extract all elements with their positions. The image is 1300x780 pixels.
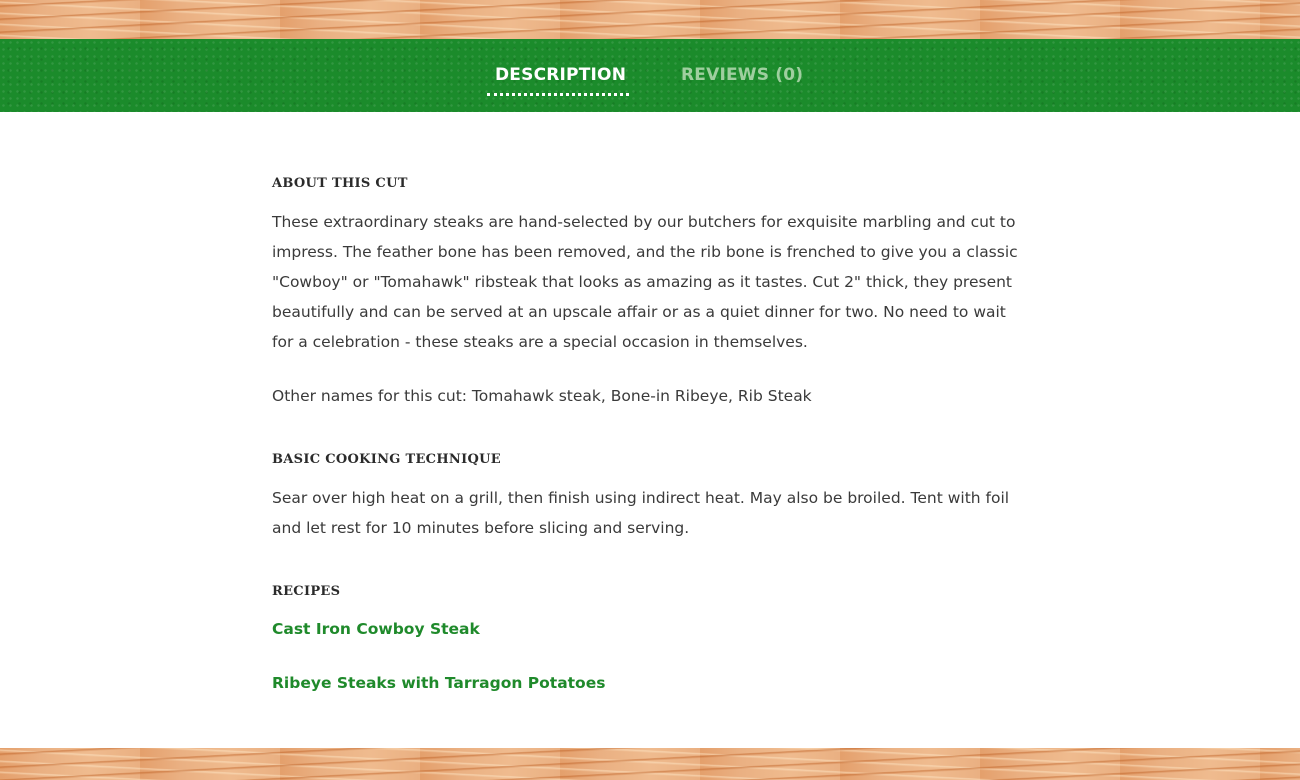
wood-banner-top	[0, 0, 1300, 39]
tab-description[interactable]: DESCRIPTION	[495, 65, 627, 85]
recipes-heading: RECIPES	[272, 584, 341, 599]
tab-reviews[interactable]: REVIEWS (0)	[681, 65, 804, 85]
about-paragraph: These extraordinary steaks are hand-selected by our butchers for exquisite marbling and cut to impress. The feather bone has been removed, and the rib bone is frenched to give you a classic "Cowboy" or "Tomahawk" ribsteak that looks as amazing as it tastes. Cut 2" thick, they present beautifully and can be served at an upscale affair or as a quiet dinner for two. No need to wait for a celebration - these steaks are a special occasion in themselves.	[272, 213, 1018, 351]
about-heading: ABOUT THIS CUT	[272, 176, 408, 191]
wood-banner-bottom	[0, 748, 1300, 780]
active-tab-indicator	[487, 93, 629, 96]
cooking-heading: BASIC COOKING TECHNIQUE	[272, 452, 501, 467]
recipe-link-cast-iron-cowboy-steak[interactable]: Cast Iron Cowboy Steak	[272, 620, 480, 638]
other-names-paragraph: Other names for this cut: Tomahawk steak, Bone-in Ribeye, Rib Steak	[272, 387, 812, 405]
tab-bar	[0, 39, 1300, 112]
cooking-paragraph: Sear over high heat on a grill, then finish using indirect heat. May also be broiled. Tent with foil and let rest for 10 minutes before slicing and serving.	[272, 489, 1010, 537]
recipe-link-ribeye-tarragon-potatoes[interactable]: Ribeye Steaks with Tarragon Potatoes	[272, 674, 606, 692]
